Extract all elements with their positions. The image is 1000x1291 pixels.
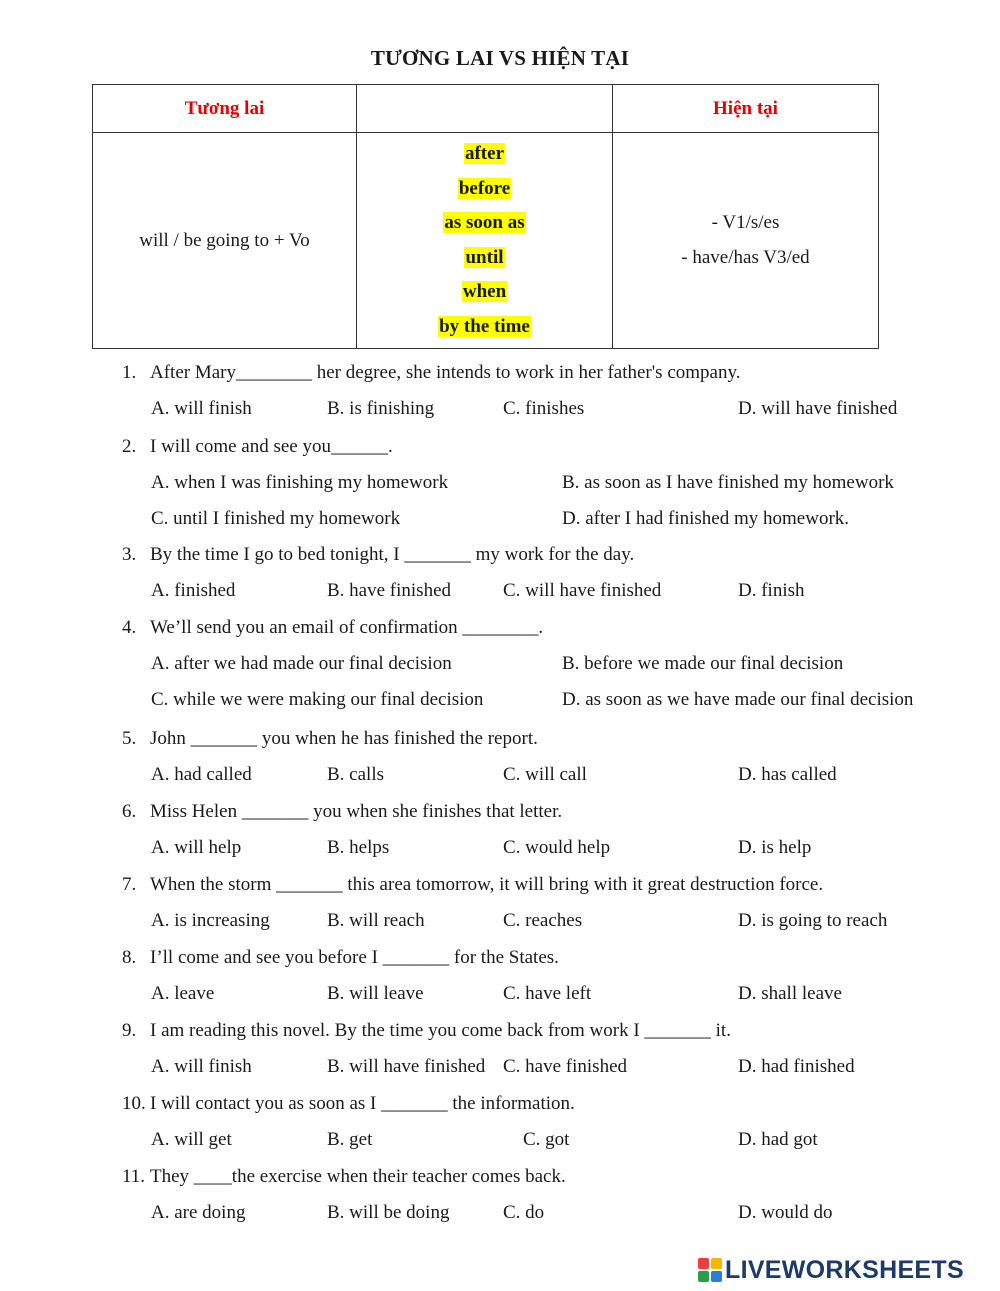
logo-square-e (711, 1271, 722, 1282)
keyword-list (357, 137, 612, 344)
question-6-option-a[interactable]: A. will help (151, 837, 242, 858)
question-3-option-a[interactable]: A. finished (151, 580, 236, 601)
question-stem: After Mary________ her degree, she intends to work in her father's company. (150, 362, 741, 383)
logo-square-v (698, 1271, 709, 1282)
question-10-option-a[interactable]: A. will get (151, 1129, 232, 1150)
keyword-by-the-time: by the time (439, 315, 530, 337)
question-4-option-b[interactable]: B. before we made our final decision (562, 653, 844, 674)
keyword-when: when (462, 281, 507, 302)
question-4-option-a[interactable]: A. after we had made our final decision (151, 653, 452, 674)
future-form-cell: will / be going to + Vo (93, 133, 357, 349)
question-number: 7. (122, 874, 137, 895)
question-number: 6. (122, 801, 137, 822)
question-number: 4. (122, 617, 137, 638)
logo-text: LIVEWORKSHEETS (725, 1255, 964, 1284)
question-4-option-c[interactable]: C. while we were making our final decision (151, 689, 484, 710)
header-present: Hiện tại (613, 85, 879, 133)
question-number: 1. (122, 362, 137, 383)
question-9-option-a[interactable]: A. will finish (151, 1056, 252, 1077)
question-8-option-c[interactable]: C. have left (503, 983, 592, 1004)
logo-square-i (711, 1258, 722, 1269)
question-9-option-b[interactable]: B. will have finished (327, 1056, 486, 1077)
question-9-option-d[interactable]: D. had finished (738, 1056, 855, 1077)
question-number: 2. (122, 436, 137, 457)
question-6-option-c[interactable]: C. would help (503, 837, 611, 858)
question-4-option-d[interactable]: D. as soon as we have made our final decision (562, 689, 914, 710)
keyword-before: before (458, 177, 511, 199)
question-stem: They ____the exercise when their teacher comes back. (150, 1166, 566, 1187)
question-5-option-c[interactable]: C. will call (503, 764, 587, 785)
question-2-option-d[interactable]: D. after I had finished my homework. (562, 508, 850, 529)
question-stem: I will contact you as soon as I _______ the information. (150, 1093, 575, 1114)
question-stem: Miss Helen _______ you when she finishes that letter. (150, 801, 563, 822)
question-5-option-d[interactable]: D. has called (738, 764, 837, 785)
header-future: Tương lai (93, 85, 357, 133)
question-11-option-b[interactable]: B. will be doing (327, 1202, 450, 1223)
question-number: 9. (122, 1020, 137, 1041)
keyword-as-soon-as: as soon as (444, 212, 525, 233)
question-8-option-a[interactable]: A. leave (151, 983, 215, 1004)
question-9-option-c[interactable]: C. have finished (503, 1056, 628, 1077)
time-conjunctions-cell (357, 133, 613, 349)
present-form-simple: - V1/s/es (711, 212, 780, 233)
question-7-option-a[interactable]: A. is increasing (151, 910, 270, 931)
question-stem: When the storm _______ this area tomorrow, it will bring with it great destruction force. (150, 874, 824, 895)
question-10-option-d[interactable]: D. had got (738, 1129, 818, 1150)
header-middle (357, 85, 613, 133)
question-5-option-b[interactable]: B. calls (327, 764, 384, 785)
question-2-option-b[interactable]: B. as soon as I have finished my homework (562, 472, 894, 493)
question-6-option-d[interactable]: D. is help (738, 837, 812, 858)
question-7-option-c[interactable]: C. reaches (503, 910, 583, 931)
question-7-option-d[interactable]: D. is going to reach (738, 910, 888, 931)
question-3-option-c[interactable]: C. will have finished (503, 580, 662, 601)
question-10-option-b[interactable]: B. get (327, 1129, 373, 1150)
question-11-option-a[interactable]: A. are doing (151, 1202, 246, 1223)
question-2-option-c[interactable]: C. until I finished my homework (151, 508, 401, 529)
question-stem: I’ll come and see you before I _______ for the States. (150, 947, 559, 968)
logo-mark-icon (698, 1258, 722, 1282)
liveworksheets-logo (698, 1253, 993, 1287)
worksheet-title: TƯƠNG LAI VS HIỆN TẠI (370, 46, 630, 70)
question-1-option-a[interactable]: A. will finish (151, 398, 252, 419)
logo-square-l (698, 1258, 709, 1269)
question-11-option-d[interactable]: D. would do (738, 1202, 833, 1223)
question-7-option-b[interactable]: B. will reach (327, 910, 425, 931)
present-form-cell (613, 133, 879, 349)
question-10-option-c[interactable]: C. got (523, 1129, 570, 1150)
question-number: 5. (122, 728, 137, 749)
grammar-table (92, 84, 879, 349)
question-8-option-b[interactable]: B. will leave (327, 983, 424, 1004)
table-header-row (93, 85, 879, 133)
keyword-until: until (465, 246, 504, 268)
question-1-option-b[interactable]: B. is finishing (327, 398, 435, 419)
question-number: 3. (122, 544, 137, 565)
question-2-option-a[interactable]: A. when I was finishing my homework (151, 472, 449, 493)
question-3-option-d[interactable]: D. finish (738, 580, 805, 601)
question-1-option-d[interactable]: D. will have finished (738, 398, 898, 419)
question-stem: I will come and see you______. (150, 436, 393, 457)
question-number: 10. (122, 1093, 146, 1114)
question-6-option-b[interactable]: B. helps (327, 837, 390, 858)
question-1-option-c[interactable]: C. finishes (503, 398, 585, 419)
question-number: 8. (122, 947, 137, 968)
question-8-option-d[interactable]: D. shall leave (738, 983, 842, 1004)
question-11-option-c[interactable]: C. do (503, 1202, 545, 1223)
question-stem: We’ll send you an email of confirmation ________. (150, 617, 544, 638)
present-form-perfect: - have/has V3/ed (681, 246, 810, 268)
question-stem: I am reading this novel. By the time you come back from work I _______ it. (150, 1020, 731, 1041)
question-stem: By the time I go to bed tonight, I _______ my work for the day. (150, 544, 635, 565)
question-5-option-a[interactable]: A. had called (151, 764, 252, 785)
question-3-option-b[interactable]: B. have finished (327, 580, 452, 601)
question-stem: John _______ you when he has finished the report. (150, 728, 538, 749)
keyword-after: after (464, 143, 505, 164)
table-body-row (93, 133, 879, 349)
question-number: 11. (122, 1166, 146, 1187)
